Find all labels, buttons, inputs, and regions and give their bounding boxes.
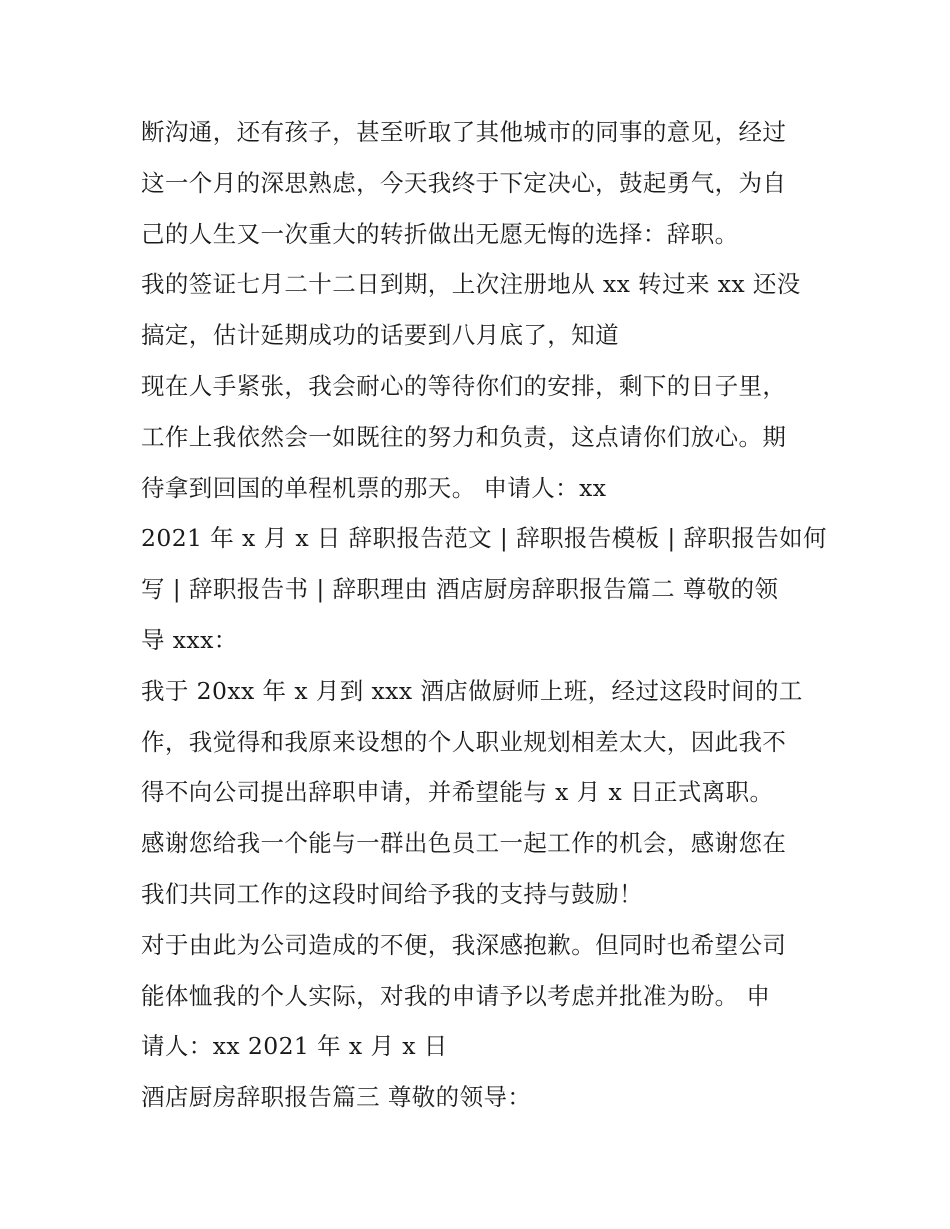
text-line: 写 | 辞职报告书 | 辞职理由 酒店厨房辞职报告篇二 尊敬的领: [141, 575, 779, 604]
text-line: 我的签证七月二十二日到期，上次注册地从 xx 转过来 xx 还没: [141, 270, 801, 299]
text-line: 能体恤我的个人实际，对我的申请予以考虑并批准为盼。 申: [141, 981, 771, 1010]
text-line: 我们共同工作的这段时间给予我的支持与鼓励！: [141, 879, 643, 908]
document-body: [141, 107, 827, 1123]
text-line: 断沟通，还有孩子，甚至听取了其他城市的同事的意见，经过: [141, 118, 787, 146]
text-line: 这一个月的深思熟虑，今天我终于下定决心，鼓起勇气，为自: [141, 168, 787, 197]
text-line: 待拿到回国的单程机票的那天。 申请人：xx: [141, 473, 607, 502]
text-line: 工作上我依然会一如既往的努力和负责，这点请你们放心。期: [141, 422, 787, 451]
text-line: 请人：xx 2021 年 x 月 x 日: [141, 1032, 448, 1061]
text-line: 得不向公司提出辞职申请，并希望能与 x 月 x 日正式离职。: [141, 778, 774, 807]
text-line: 己的人生又一次重大的转折做出无愿无悔的选择：辞职。: [141, 219, 739, 248]
text-line: 作，我觉得和我原来设想的个人职业规划相差太大，因此我不: [141, 727, 787, 756]
text-line: 我于 20xx 年 x 月到 xxx 酒店做厨师上班，经过这段时间的工: [141, 676, 803, 705]
text-line: 2021 年 x 月 x 日 辞职报告范文 | 辞职报告模板 | 辞职报告如何: [141, 524, 827, 553]
text-line: 感谢您给我一个能与一群出色员工一起工作的机会，感谢您在: [141, 829, 787, 858]
text-line: 对于由此为公司造成的不便，我深感抱歉。但同时也希望公司: [141, 930, 787, 959]
text-line: 现在人手紧张，我会耐心的等待你们的安排，剩下的日子里，: [141, 371, 787, 400]
text-line: 搞定，估计延期成功的话要到八月底了，知道: [141, 321, 619, 350]
text-line: 导 xxx：: [141, 625, 238, 654]
text-line: 酒店厨房辞职报告篇三 尊敬的领导：: [141, 1083, 532, 1112]
